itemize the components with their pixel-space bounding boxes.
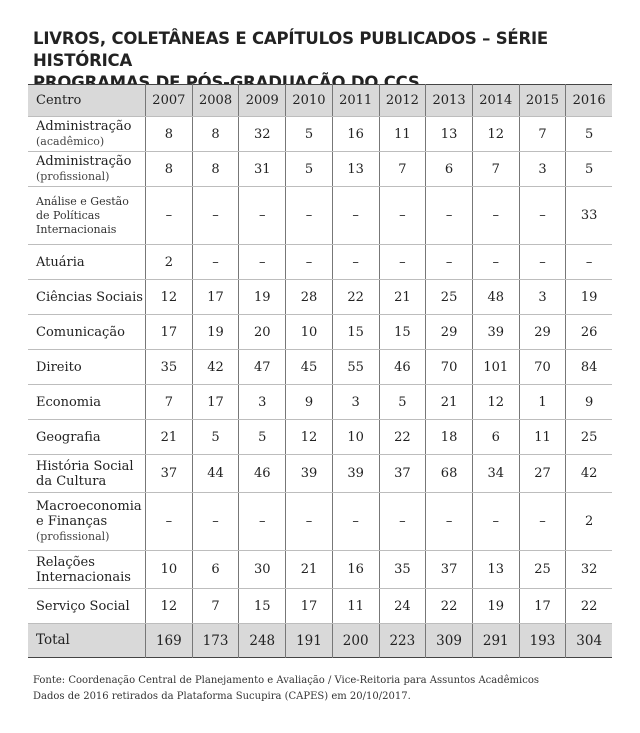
value-cell: 46 (379, 350, 426, 385)
value-cell: 21 (426, 385, 473, 420)
source-note (33, 673, 623, 705)
header-year: 2010 (286, 85, 333, 117)
value-cell: 19 (472, 589, 519, 624)
program-name-cell (28, 493, 146, 551)
value-cell: 35 (379, 551, 426, 589)
value-cell: – (519, 245, 566, 280)
total-value-cell: 248 (239, 624, 286, 658)
value-cell: 44 (192, 455, 239, 493)
table-row (28, 187, 612, 245)
value-cell: – (519, 493, 566, 551)
value-cell: 17 (192, 385, 239, 420)
total-value-cell: 223 (379, 624, 426, 658)
table-row (28, 493, 612, 551)
value-cell: 70 (519, 350, 566, 385)
table-row (28, 420, 612, 455)
value-cell: – (239, 245, 286, 280)
value-cell: 10 (286, 315, 333, 350)
source-line-2: Dados de 2016 retirados da Plataforma Sucupira (CAPES) em 20/10/2017. (33, 691, 411, 702)
table-row (28, 350, 612, 385)
value-cell: – (379, 245, 426, 280)
value-cell: 17 (519, 589, 566, 624)
program-name-cell (28, 589, 146, 624)
program-name-cell (28, 152, 146, 187)
value-cell: – (472, 187, 519, 245)
value-cell: 13 (426, 117, 473, 152)
program-name-cell (28, 187, 146, 245)
table-header-row (28, 85, 612, 117)
value-cell: 7 (472, 152, 519, 187)
value-cell: 26 (566, 315, 612, 350)
value-cell: – (239, 187, 286, 245)
value-cell: 5 (286, 117, 333, 152)
program-name-line: e Finanças (36, 514, 108, 529)
table-row (28, 117, 612, 152)
value-cell: 48 (472, 280, 519, 315)
table-row (28, 551, 612, 589)
value-cell: 46 (239, 455, 286, 493)
value-cell: 19 (192, 315, 239, 350)
program-name-line: de Políticas (36, 208, 100, 222)
value-cell: 21 (286, 551, 333, 589)
value-cell: 11 (332, 589, 379, 624)
value-cell: 31 (239, 152, 286, 187)
value-cell: – (192, 245, 239, 280)
value-cell: 12 (146, 589, 193, 624)
value-cell: 19 (566, 280, 612, 315)
publications-table (28, 84, 612, 658)
value-cell: 5 (192, 420, 239, 455)
value-cell: 7 (192, 589, 239, 624)
table-row (28, 385, 612, 420)
value-cell: 29 (519, 315, 566, 350)
value-cell: – (192, 187, 239, 245)
value-cell: 6 (192, 551, 239, 589)
value-cell: 13 (332, 152, 379, 187)
value-cell: 8 (146, 117, 193, 152)
program-name-line: Internacionais (36, 222, 117, 236)
program-name: Atuária (36, 254, 85, 270)
value-cell: 16 (332, 551, 379, 589)
value-cell: – (566, 245, 612, 280)
value-cell: 35 (146, 350, 193, 385)
value-cell: 21 (379, 280, 426, 315)
total-value-cell: 200 (332, 624, 379, 658)
value-cell: 16 (332, 117, 379, 152)
program-name-line: História Social (36, 458, 134, 474)
header-year: 2011 (332, 85, 379, 117)
value-cell: 22 (566, 589, 612, 624)
header-year: 2007 (146, 85, 193, 117)
value-cell: 5 (566, 117, 612, 152)
header-year: 2012 (379, 85, 426, 117)
value-cell: 33 (566, 187, 612, 245)
value-cell: 10 (146, 551, 193, 589)
total-value-cell: 191 (286, 624, 333, 658)
value-cell: 37 (426, 551, 473, 589)
value-cell: 15 (239, 589, 286, 624)
value-cell: 22 (332, 280, 379, 315)
value-cell: 17 (286, 589, 333, 624)
value-cell: 27 (519, 455, 566, 493)
value-cell: 30 (239, 551, 286, 589)
value-cell: – (472, 493, 519, 551)
total-value-cell: 304 (576, 632, 603, 649)
program-subtype: (profissional) (36, 530, 110, 543)
value-cell: – (286, 187, 333, 245)
value-cell: 1 (519, 385, 566, 420)
value-cell: – (332, 245, 379, 280)
program-name: Ciências Sociais (36, 289, 143, 305)
program-name-cell (28, 551, 146, 589)
program-name: Geografia (36, 429, 101, 445)
table-row (28, 280, 612, 315)
value-cell: 12 (472, 117, 519, 152)
total-value-cell: 169 (146, 624, 193, 658)
value-cell: 32 (566, 551, 612, 589)
value-cell: 39 (472, 315, 519, 350)
value-cell: 25 (519, 551, 566, 589)
value-cell: 22 (426, 589, 473, 624)
value-cell: 8 (146, 152, 193, 187)
title-line-1: LIVROS, COLETÂNEAS E CAPÍTULOS PUBLICADOS – SÉRIE HISTÓRICA (33, 29, 548, 70)
program-name-cell (28, 350, 146, 385)
value-cell: 29 (426, 315, 473, 350)
total-label: Total (28, 624, 146, 658)
value-cell: – (286, 493, 333, 551)
value-cell: 68 (426, 455, 473, 493)
program-name: Administração (36, 154, 132, 169)
value-cell: 5 (239, 420, 286, 455)
program-subtype: (profissional) (36, 170, 110, 183)
value-cell: – (286, 245, 333, 280)
value-cell: 2 (566, 493, 612, 551)
value-cell: – (379, 493, 426, 551)
value-cell: 2 (146, 245, 193, 280)
value-cell: – (379, 187, 426, 245)
program-name-line: da Cultura (36, 473, 107, 489)
value-cell: 25 (426, 280, 473, 315)
value-cell: 25 (566, 420, 612, 455)
header-year: 2013 (426, 85, 473, 117)
value-cell: 11 (519, 420, 566, 455)
header-year: 2016 (566, 85, 612, 117)
value-cell: – (426, 245, 473, 280)
header-year: 2009 (239, 85, 286, 117)
value-cell: 5 (379, 385, 426, 420)
program-name-cell (28, 280, 146, 315)
value-cell: 10 (332, 420, 379, 455)
value-cell: 5 (286, 152, 333, 187)
header-year: 2014 (472, 85, 519, 117)
value-cell: – (426, 493, 473, 551)
program-name-cell (28, 117, 146, 152)
program-name-line: Internacionais (36, 569, 131, 585)
value-cell: 7 (519, 117, 566, 152)
source-line-1: Fonte: Coordenação Central de Planejamento e Avaliação / Vice-Reitoria para Assuntos Acadêmicos (33, 675, 539, 686)
program-name: Comunicação (36, 324, 125, 340)
value-cell: 3 (519, 280, 566, 315)
value-cell: 21 (146, 420, 193, 455)
program-name-cell (28, 385, 146, 420)
value-cell: 22 (379, 420, 426, 455)
value-cell: 12 (286, 420, 333, 455)
program-name-cell (28, 245, 146, 280)
value-cell: 5 (566, 152, 612, 187)
value-cell: 101 (472, 350, 519, 385)
program-name-line: Relações (36, 554, 95, 570)
header-year: 2015 (519, 85, 566, 117)
value-cell: 8 (192, 152, 239, 187)
value-cell: 15 (332, 315, 379, 350)
value-cell: 8 (192, 117, 239, 152)
total-value-cell: 291 (472, 624, 519, 658)
value-cell: – (332, 493, 379, 551)
value-cell: 55 (332, 350, 379, 385)
value-cell: 6 (472, 420, 519, 455)
value-cell: 45 (286, 350, 333, 385)
value-cell: 37 (379, 455, 426, 493)
value-cell: 37 (146, 455, 193, 493)
program-name-line: Macroeconomia (36, 499, 142, 514)
value-cell: – (146, 493, 193, 551)
value-cell: 3 (239, 385, 286, 420)
value-cell: 24 (379, 589, 426, 624)
value-cell: 70 (426, 350, 473, 385)
value-cell: 32 (239, 117, 286, 152)
program-name-cell (28, 455, 146, 493)
value-cell: 3 (332, 385, 379, 420)
program-subtype: (acadêmico) (36, 135, 105, 148)
table-row (28, 589, 612, 624)
table-row (28, 315, 612, 350)
value-cell: 7 (379, 152, 426, 187)
value-cell: 6 (426, 152, 473, 187)
program-name: Economia (36, 394, 102, 410)
value-cell: – (426, 187, 473, 245)
program-name-line: Análise e Gestão (36, 194, 129, 208)
value-cell: – (192, 493, 239, 551)
program-name: Serviço Social (36, 598, 130, 614)
value-cell: 7 (146, 385, 193, 420)
value-cell: 12 (472, 385, 519, 420)
value-cell: 42 (192, 350, 239, 385)
value-cell: 3 (519, 152, 566, 187)
value-cell: 39 (286, 455, 333, 493)
value-cell: 34 (472, 455, 519, 493)
value-cell: 17 (146, 315, 193, 350)
value-cell: 84 (566, 350, 612, 385)
value-cell: 18 (426, 420, 473, 455)
value-cell: 12 (146, 280, 193, 315)
table-row (28, 152, 612, 187)
table-row (28, 245, 612, 280)
value-cell: – (239, 493, 286, 551)
value-cell: – (519, 187, 566, 245)
value-cell: 15 (379, 315, 426, 350)
value-cell: 9 (286, 385, 333, 420)
value-cell: – (472, 245, 519, 280)
value-cell: 42 (566, 455, 612, 493)
title-line-2: PROGRAMAS DE PÓS-GRADUAÇÃO DO CCS (33, 73, 420, 92)
program-name-cell (28, 315, 146, 350)
value-cell: 13 (472, 551, 519, 589)
total-value-cell: 193 (519, 624, 566, 658)
value-cell: 20 (239, 315, 286, 350)
header-year: 2008 (192, 85, 239, 117)
value-cell: 39 (332, 455, 379, 493)
value-cell: 9 (566, 385, 612, 420)
value-cell: 47 (239, 350, 286, 385)
table-row (28, 455, 612, 493)
program-name: Direito (36, 359, 82, 375)
value-cell: 11 (379, 117, 426, 152)
total-value-cell: 173 (192, 624, 239, 658)
total-value-cell: 309 (426, 624, 473, 658)
value-cell: – (332, 187, 379, 245)
total-row (28, 624, 612, 658)
header-centro: Centro (28, 85, 146, 117)
value-cell: 17 (192, 280, 239, 315)
value-cell: 19 (239, 280, 286, 315)
program-name-cell (28, 420, 146, 455)
value-cell: 28 (286, 280, 333, 315)
program-name: Administração (36, 119, 132, 134)
value-cell: – (146, 187, 193, 245)
